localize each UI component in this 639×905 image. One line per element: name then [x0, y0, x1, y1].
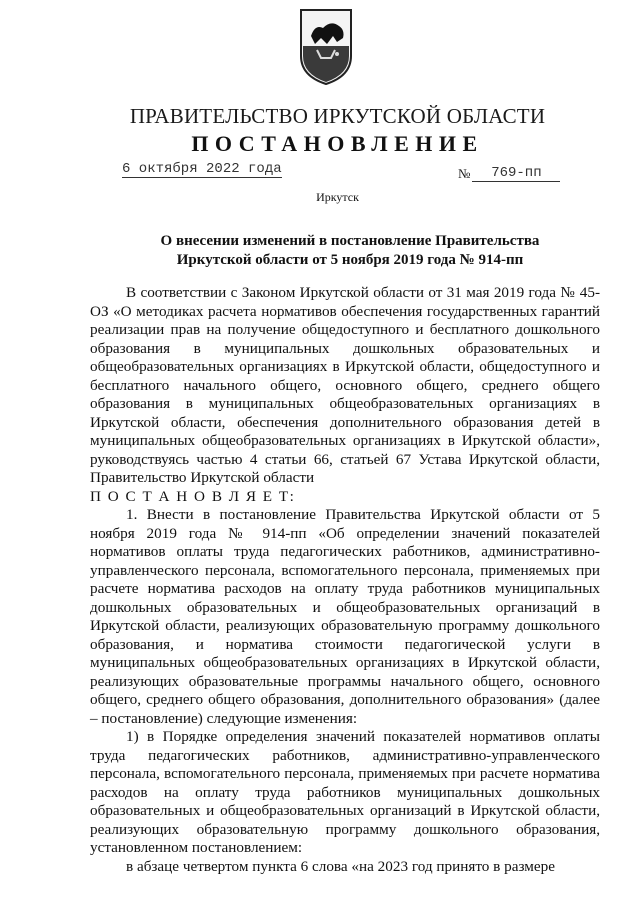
document-date — [122, 161, 282, 177]
heading-line-2: Иркутской области от 5 ноября 2019 года № 914-пп — [176, 252, 524, 268]
city: Иркутск — [316, 190, 359, 204]
document-heading — [100, 232, 600, 270]
coat-of-arms-icon — [297, 6, 355, 86]
paragraph-subitem-1: 1) в Порядке определения значений показателей нормативов оплаты труда педагогических работников, административно-управленческого персонала, вспомогательного персонала, применяемых при расчете норматива расходов на оплату труда работников муниципальных дошкольных образовательных и общеобразовательных организаций в Иркутской области, реализующих образовательную программу дошкольного образования, установленном постановлением: — [90, 728, 600, 856]
document-type: ПОСТАНОВЛЕНИЕ — [191, 131, 484, 156]
document-number — [458, 165, 560, 182]
document-body — [90, 284, 600, 876]
heading-line-1: О внесении изменений в постановление Правительства — [160, 233, 540, 249]
date-value: 6 октября 2022 года — [122, 161, 282, 177]
paragraph-item-1: 1. Внести в постановление Правительства Иркутской области от 5 ноября 2019 года № 914-пп «Об определении значений показателей нормативов оплаты труда педагогических работников, административно-управленческого персонала, вспомогательного персонала, применяемых при расчете норматива расходов на оплату труда работников муниципальных дошкольных образовательных и общеобразовательных организаций в Иркутской области, реализующих образовательную программу дошкольного образования, и норматива стоимости педагогической услуги в муниципальных общеобразовательных организациях в Иркутской области, реализующих образовательные программы начального общего, основного общего, среднего общего образования, дополнительного образования» (далее – постановление) следующие изменения: — [90, 506, 600, 727]
paragraph-preamble: В соответствии с Законом Иркутской области от 31 мая 2019 года № 45-ОЗ «О методиках расчета нормативов обеспечения государственных гарантий реализации прав на получение общедоступного и бесплатного дошкольного образования в муниципальных дошкольных образовательных и общеобразовательных организациях в Иркутской области, общедоступного и бесплатного начального общего, основного общего, среднего общего образования в муниципальных общеобразовательных организациях в Иркутской области, обеспечения дополнительного образования детей в муниципальных общеобразовательных организациях в Иркутской области», руководствуясь частью 4 статьи 66, статьей 67 Устава Иркутской области, Правительство Иркутской области — [90, 284, 600, 486]
number-sign: № — [458, 166, 471, 181]
emblem-svg — [297, 6, 355, 86]
paragraph-amendment: в абзаце четвертом пункта 6 слова «на 2023 год принято в размере — [126, 857, 555, 875]
government-title: ПРАВИТЕЛЬСТВО ИРКУТСКОЙ ОБЛАСТИ — [129, 104, 546, 128]
decree-word: П О С Т А Н О В Л Я Е Т: — [90, 487, 296, 505]
number-value: 769-пп — [472, 165, 560, 182]
